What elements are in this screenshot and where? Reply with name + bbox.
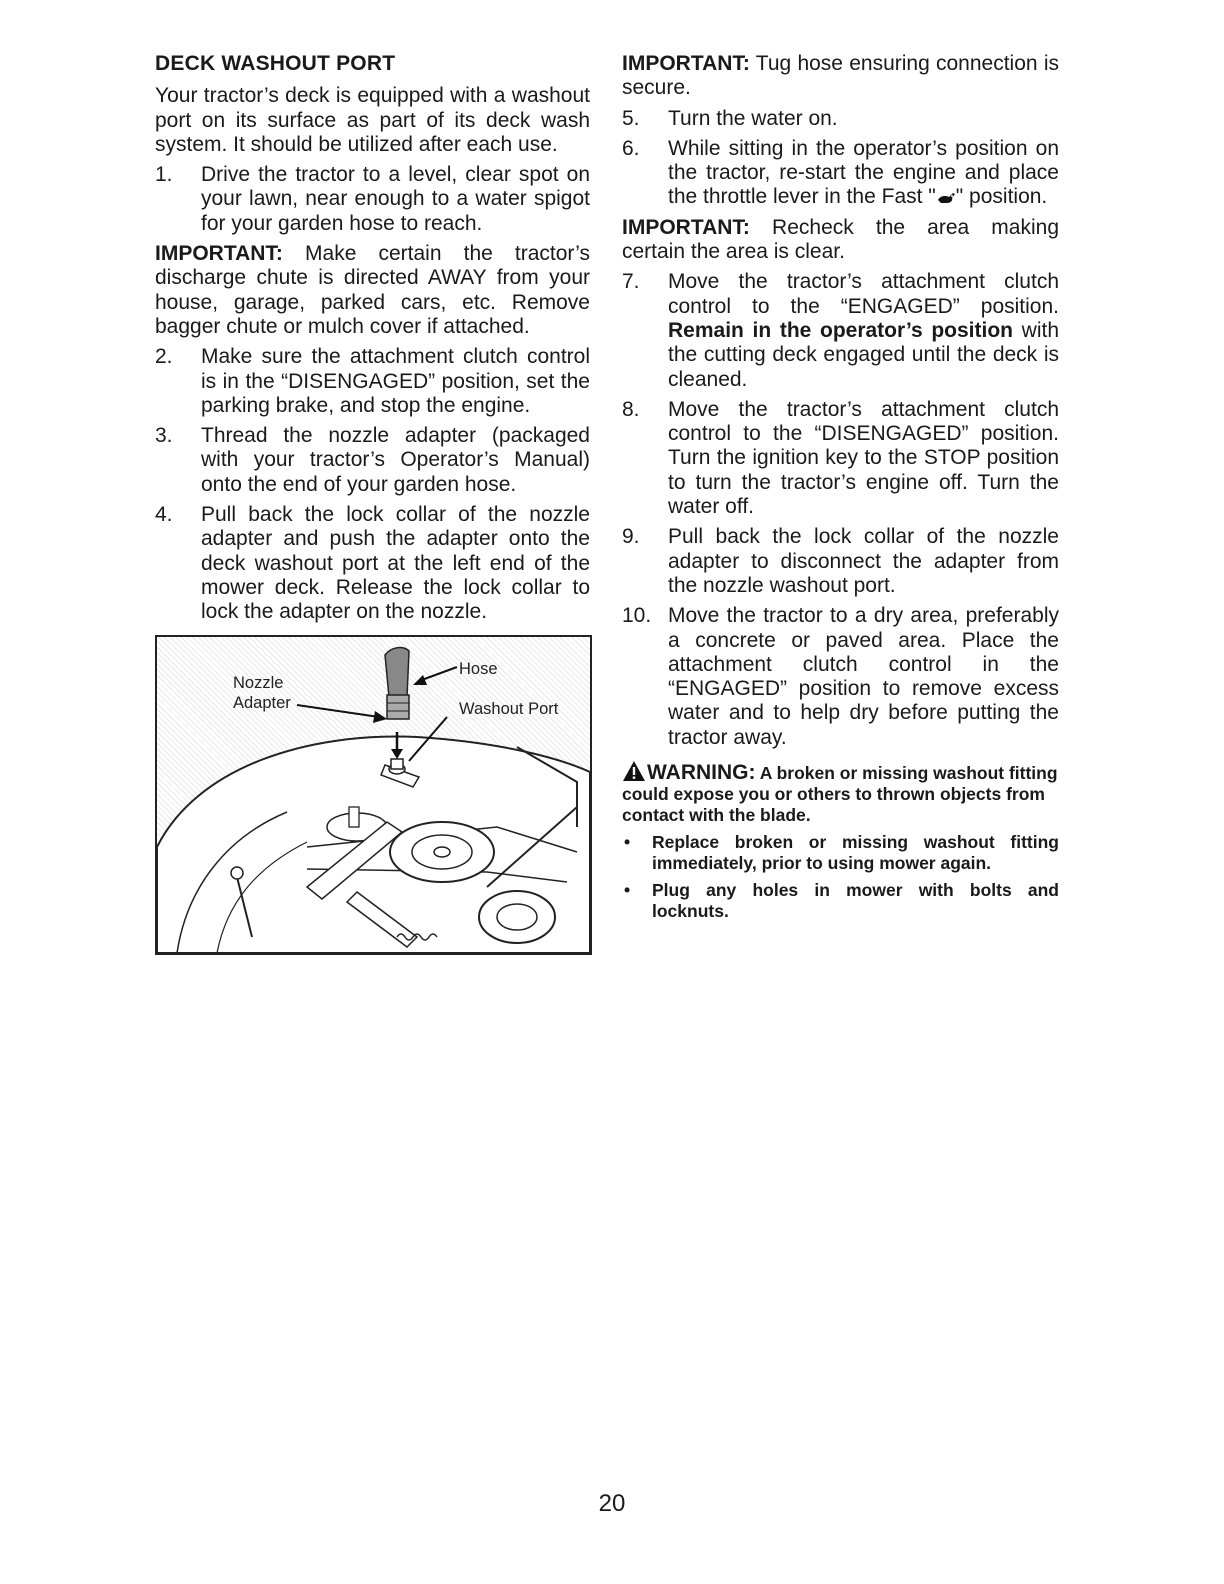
- important-note-2: [622, 52, 1059, 101]
- step-number: 4.: [155, 503, 173, 527]
- step-number: 9.: [622, 525, 640, 549]
- rabbit-fast-icon: [936, 188, 956, 206]
- warning-triangle-icon: [622, 760, 646, 782]
- warning-bullet-2: [622, 880, 1059, 922]
- step-text-part: with the cutting deck engaged until the deck is cleaned.: [668, 318, 1060, 391]
- step-number: 1.: [155, 163, 173, 187]
- step-number: 2.: [155, 345, 173, 369]
- bullet-text: Replace broken or missing washout fitting immediately, prior to using mower again.: [652, 832, 1059, 874]
- step-text: Drive the tractor to a level, clear spot on your lawn, near enough to a water spigot for your garden hose to reach.: [201, 163, 590, 235]
- warning-block: [622, 760, 1059, 826]
- step-3: [155, 424, 590, 497]
- washout-port-label: Washout Port: [459, 699, 559, 718]
- bullet-dot: •: [624, 880, 631, 901]
- step-text: Turn the water on.: [668, 106, 838, 130]
- warning-label: WARNING:: [647, 761, 756, 785]
- important-note-1: [155, 242, 590, 339]
- step-text: Move the tractor’s attachment clutch control to the “DISENGAGED” position. Turn the ignition key to the STOP position to turn the tractor’s engine off. Turn the water off.: [668, 397, 1059, 519]
- mower-deck-drawing: [157, 637, 590, 953]
- step-7: [622, 270, 1059, 391]
- intro-paragraph: Your tractor’s deck is equipped with a washout port on its surface as part of its deck wash system. It should be utilized after each use.: [155, 84, 590, 156]
- step-text: [668, 270, 1059, 391]
- step-number: 6.: [622, 136, 640, 160]
- step-number: 7.: [622, 270, 640, 294]
- step-text: Pull back the lock collar of the nozzle adapter and push the adapter onto the deck washout port at the left end of the mower deck. Release the lock collar to lock the adapter on the nozzle.: [201, 503, 590, 624]
- left-column: [155, 52, 590, 955]
- important-text: Recheck the area making certain the area is clear.: [622, 215, 1059, 264]
- step-text: Pull back the lock collar of the nozzle adapter to disconnect the adapter from the nozzle washout port.: [668, 525, 1059, 597]
- step-number: 5.: [622, 106, 640, 130]
- step-text: Thread the nozzle adapter (packaged with your tractor’s Operator’s Manual) onto the end of your garden hose.: [201, 424, 590, 496]
- bullet-dot: •: [624, 832, 631, 853]
- important-label: IMPORTANT:: [155, 242, 283, 266]
- right-column: [622, 52, 1059, 922]
- step-9: [622, 525, 1059, 598]
- step-text: Make sure the attachment clutch control is in the “DISENGAGED” position, set the parking brake, and stop the engine.: [201, 345, 590, 417]
- warning-text: A broken or missing washout fitting could expose you or others to thrown objects from contact with the blade.: [622, 763, 1058, 826]
- hose-label: Hose: [459, 659, 498, 678]
- nozzle-label: Nozzle: [233, 673, 284, 692]
- adapter-label: Adapter: [233, 693, 291, 712]
- washout-port-illustration: [155, 635, 592, 955]
- important-text: Tug hose ensuring connection is secure.: [622, 52, 1059, 100]
- step-text: [668, 137, 1059, 210]
- step-number: 3.: [155, 424, 173, 448]
- important-label: IMPORTANT:: [622, 215, 750, 239]
- bullet-text: Plug any holes in mower with bolts and locknuts.: [652, 880, 1059, 922]
- important-label: IMPORTANT:: [622, 52, 750, 75]
- page-number: 20: [598, 1490, 626, 1517]
- section-heading: DECK WASHOUT PORT: [155, 52, 396, 75]
- step-number: 10.: [622, 604, 652, 628]
- important-note-3: [622, 216, 1059, 265]
- step-6: [622, 137, 1059, 210]
- step-text-part: " position.: [955, 185, 1048, 209]
- step-8: [622, 398, 1059, 519]
- step-1: [155, 163, 590, 236]
- step-number: 8.: [622, 397, 640, 421]
- important-text: Make certain the tractor’s discharge chute is directed AWAY from your house, garage, parked cars, etc. Remove bagger chute or mulch cover if attached.: [155, 242, 590, 338]
- step-10: [622, 604, 1059, 750]
- step-4: [155, 503, 590, 624]
- step-5: [622, 107, 1059, 131]
- step-text-part: Move the tractor’s attachment clutch control to the “ENGAGED” position.: [668, 270, 1059, 318]
- warning-bullet-1: [622, 832, 1059, 874]
- step-text: Move the tractor to a dry area, preferably a concrete or paved area. Place the attachment clutch control in the “ENGAGED” position to remove excess water and to help dry before putting the tractor away.: [668, 604, 1059, 749]
- step-text-part: While sitting in the operator’s position on the tractor, re-start the engine and place the throttle lever in the Fast ": [668, 136, 1059, 209]
- step-emphasis: Remain in the operator’s position: [668, 318, 1013, 342]
- step-2: [155, 345, 590, 418]
